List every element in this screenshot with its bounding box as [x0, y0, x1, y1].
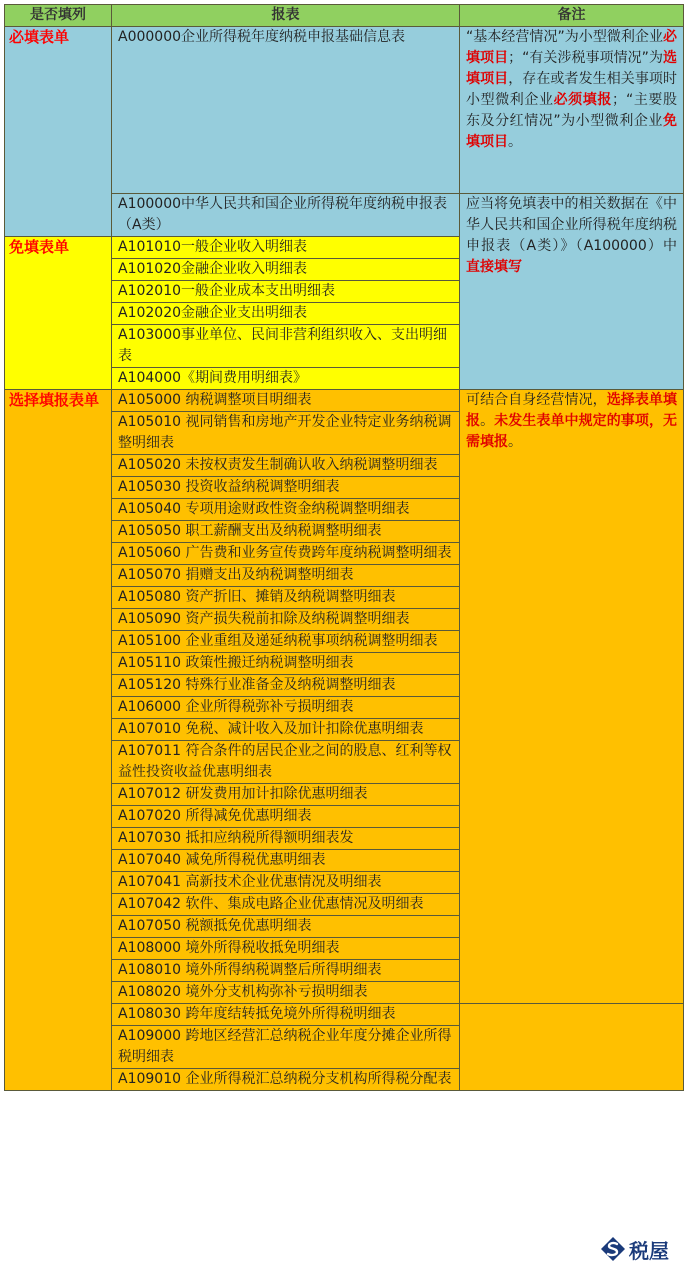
s-diamond-logo-icon [600, 1236, 626, 1262]
report-cell: A108030 跨年度结转抵免境外所得税明细表 [112, 1004, 460, 1026]
tax-report-table [4, 4, 684, 1091]
report-cell: A107011 符合条件的居民企业之间的股息、红利等权益性投资收益优惠明细表 [112, 741, 460, 784]
report-cell: A105080 资产折旧、摊销及纳税调整明细表 [112, 587, 460, 609]
report-cell: A105000 纳税调整项目明细表 [112, 390, 460, 412]
report-cell: A105100 企业重组及递延纳税事项纳税调整明细表 [112, 631, 460, 653]
note-empty [460, 1004, 684, 1091]
header-report: 报表 [112, 5, 460, 27]
report-cell: A105020 未按权责发生制确认收入纳税调整明细表 [112, 455, 460, 477]
report-cell: A103000事业单位、民间非营利组织收入、支出明细表 [112, 325, 460, 368]
report-cell: A107030 抵扣应纳税所得额明细表发 [112, 828, 460, 850]
report-cell: A105050 职工薪酬支出及纳税调整明细表 [112, 521, 460, 543]
report-cell: A105070 捐赠支出及纳税调整明细表 [112, 565, 460, 587]
report-cell: A105110 政策性搬迁纳税调整明细表 [112, 653, 460, 675]
category-optional: 选择填报表单 [5, 390, 112, 1091]
report-cell: A104000《期间费用明细表》 [112, 368, 460, 390]
report-cell: A105090 资产损失税前扣除及纳税调整明细表 [112, 609, 460, 631]
report-cell: A107050 税额抵免优惠明细表 [112, 916, 460, 938]
report-cell: A106000 企业所得税弥补亏损明细表 [112, 697, 460, 719]
report-cell: A108010 境外所得纳税调整后所得明细表 [112, 960, 460, 982]
report-cell: A102010一般企业成本支出明细表 [112, 281, 460, 303]
report-cell: A100000中华人民共和国企业所得税年度纳税申报表（A类） [112, 194, 460, 237]
table-row [5, 27, 684, 194]
report-cell: A101010一般企业收入明细表 [112, 237, 460, 259]
report-cell: A105060 广告费和业务宣传费跨年度纳税调整明细表 [112, 543, 460, 565]
report-cell: A107010 免税、减计收入及加计扣除优惠明细表 [112, 719, 460, 741]
report-cell: A108020 境外分支机构弥补亏损明细表 [112, 982, 460, 1004]
logo-text: 税屋 [629, 1238, 669, 1263]
report-cell: A108000 境外所得税收抵免明细表 [112, 938, 460, 960]
header-category: 是否填列 [5, 5, 112, 27]
report-cell: A107041 高新技术企业优惠情况及明细表 [112, 872, 460, 894]
header-row [5, 5, 684, 27]
note-exempt: 应当将免填表中的相关数据在《中华人民共和国企业所得税年度纳税申报表（A类）》（A100000）中直接填写 [460, 194, 684, 390]
report-cell: A107012 研发费用加计扣除优惠明细表 [112, 784, 460, 806]
report-cell: A107040 减免所得税优惠明细表 [112, 850, 460, 872]
report-cell: A101020金融企业收入明细表 [112, 259, 460, 281]
report-cell: A102020金融企业支出明细表 [112, 303, 460, 325]
report-cell: A109010 企业所得税汇总纳税分支机构所得税分配表 [112, 1069, 460, 1091]
category-required: 必填表单 [5, 27, 112, 237]
report-cell: A107020 所得减免优惠明细表 [112, 806, 460, 828]
watermark-logo [600, 1234, 684, 1264]
header-note: 备注 [460, 5, 684, 27]
report-cell: A105040 专项用途财政性资金纳税调整明细表 [112, 499, 460, 521]
report-cell: A105120 特殊行业准备金及纳税调整明细表 [112, 675, 460, 697]
report-cell: A107042 软件、集成电路企业优惠情况及明细表 [112, 894, 460, 916]
note-required: “基本经营情况”为小型微利企业必填项目；“有关涉税事项情况”为选填项目，存在或者发生相关事项时小型微利企业必须填报；“主要股东及分红情况”为小型微利企业免填项目。 [460, 27, 684, 194]
note-optional: 可结合自身经营情况，选择表单填报。未发生表单中规定的事项，无需填报。 [460, 390, 684, 1004]
report-cell: A000000企业所得税年度纳税申报基础信息表 [112, 27, 460, 194]
report-cell: A105010 视同销售和房地产开发企业特定业务纳税调整明细表 [112, 412, 460, 455]
category-exempt: 免填表单 [5, 237, 112, 390]
table-row [5, 390, 684, 412]
report-cell: A105030 投资收益纳税调整明细表 [112, 477, 460, 499]
report-cell: A109000 跨地区经营汇总纳税企业年度分摊企业所得税明细表 [112, 1026, 460, 1069]
